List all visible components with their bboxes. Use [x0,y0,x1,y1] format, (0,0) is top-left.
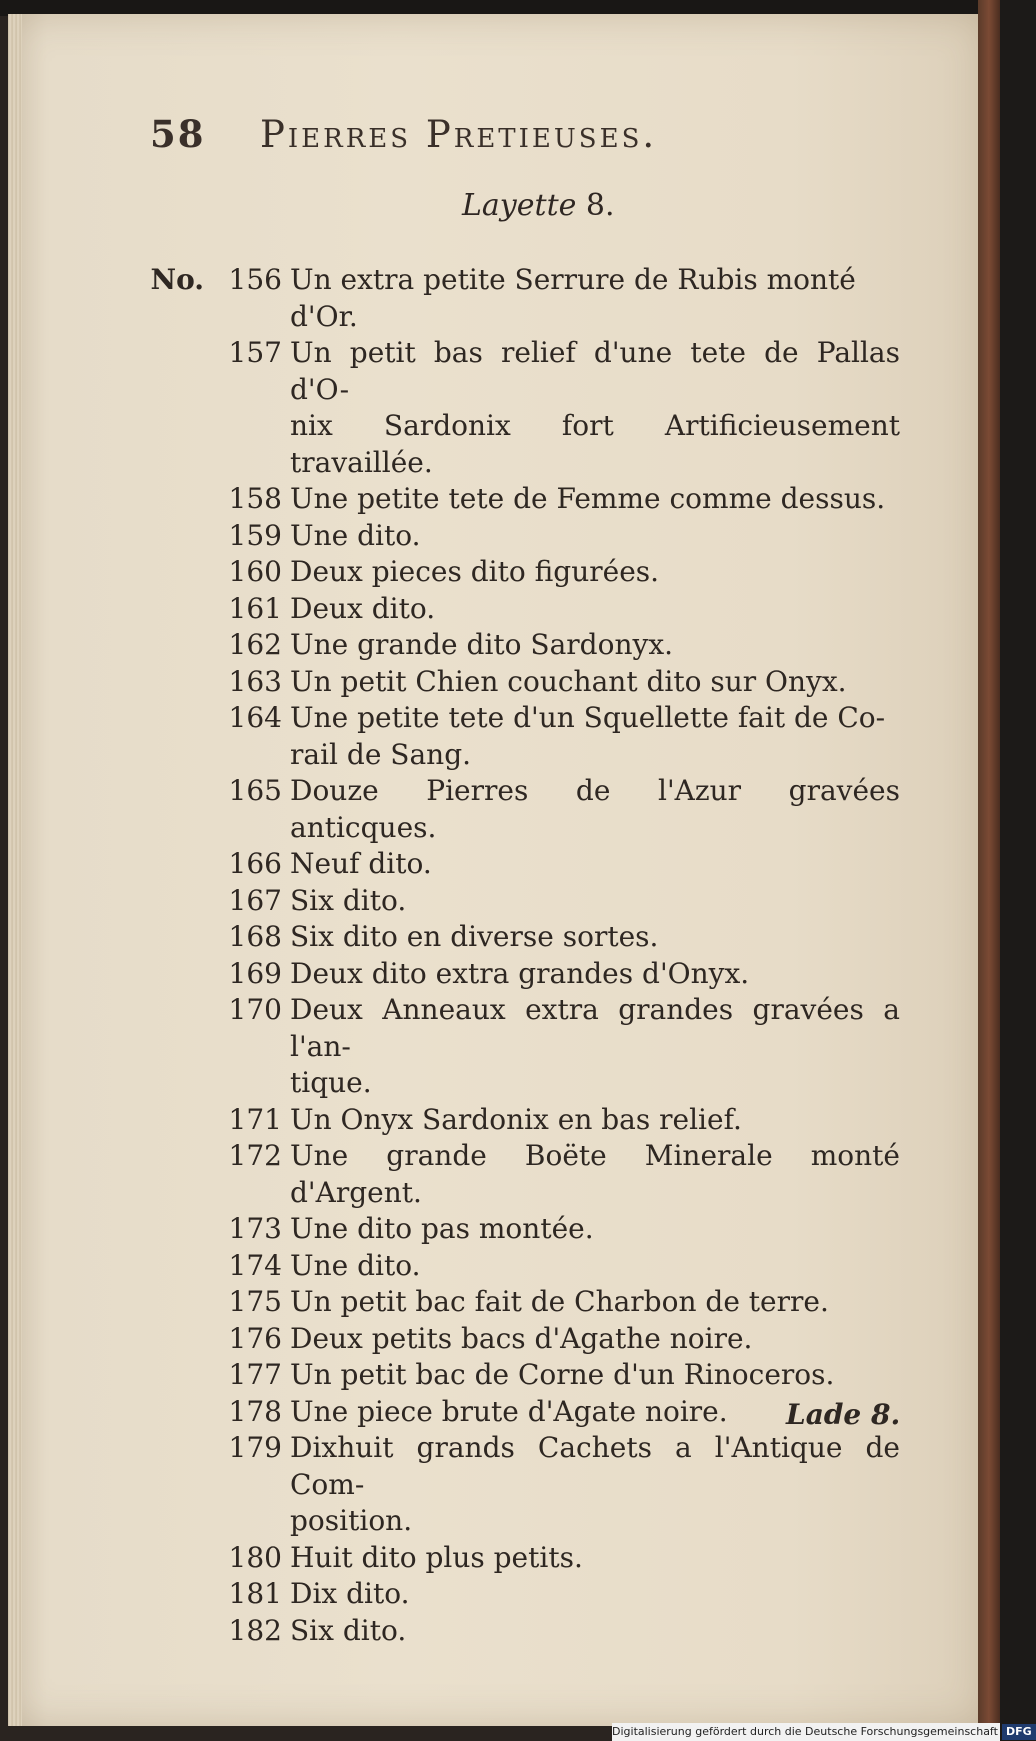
catalogue-entry [140,1540,900,1577]
entry-description [290,554,900,591]
catalogue-entry [140,1576,900,1613]
entry-number: 182 [228,1613,282,1647]
catalogue-entry [140,1102,900,1139]
entry-description [290,919,900,956]
catalogue-entry [140,627,900,664]
catalogue-entries [140,262,900,1649]
catalogue-entry [140,1430,900,1540]
entry-description [290,1613,900,1650]
catalogue-entry [140,262,900,335]
entry-number: 160 [228,555,282,588]
catchword: Lade 8. [786,1398,901,1431]
entry-line: Une grande dito Sardonyx. [290,628,674,661]
catalogue-entry [140,1211,900,1248]
catalogue-entry [140,1613,900,1650]
entry-line: Huit dito plus petits. [290,1540,583,1574]
entry-description [290,1138,900,1211]
entry-description [290,664,900,701]
catalogue-entry [140,883,900,920]
catalogue-entry [140,335,900,481]
entry-number: 165 [228,774,282,807]
catalogue-entry [140,956,900,993]
entry-line: Une petite tete de Femme comme dessus. [290,482,886,515]
entry-line: Neuf dito. [290,847,432,880]
entry-number: 178 [228,1394,282,1428]
entry-number: 173 [228,1212,282,1245]
entry-line: nix Sardonix fort Artificieusement travaillée. [290,409,900,479]
section-heading [462,188,615,223]
entry-number: 171 [228,1102,282,1136]
entry-description [290,1248,900,1285]
running-head [150,112,830,162]
entry-description [290,1430,900,1540]
section-heading-word: Layette [462,188,577,223]
catalogue-entry [140,846,900,883]
catalogue-entry [140,481,900,518]
entry-line: Six dito. [290,883,407,917]
entry-line: Douze Pierres de l'Azur gravées anticques. [290,774,900,844]
entry-number: 169 [228,956,282,990]
entry-description [290,627,900,664]
entry-prefix: No. [150,263,204,296]
entry-description [290,773,900,846]
entry-description [290,956,900,993]
entry-description [290,846,900,883]
entry-line: Une dito. [290,1248,421,1282]
entry-description [290,262,900,335]
entry-number: 166 [228,847,282,880]
entry-line: rail de Sang. [290,737,472,771]
entry-line: Une grande Boëte Minerale monté d'Argent. [290,1139,900,1209]
digitization-footer [612,1723,1032,1741]
entry-line: Deux Anneaux extra grandes gravées a l'an- [290,993,900,1063]
entry-line: Deux petits bacs d'Agathe noire. [290,1321,753,1355]
entry-line: Un petit bac de Corne d'un Rinoceros. [290,1358,835,1391]
entry-line: tique. [290,1066,372,1099]
entry-line: Six dito en diverse sortes. [290,920,659,953]
dfg-logo: DFG [1002,1724,1036,1740]
entry-description [290,1284,900,1321]
catalogue-entry [140,1321,900,1358]
entry-number: 179 [228,1431,282,1464]
entry-number: 170 [228,993,282,1026]
entry-number: 159 [228,518,282,552]
entry-line: d'Or. [290,299,358,333]
entry-line: Dix dito. [290,1577,410,1610]
entry-description [290,1540,900,1577]
entry-line: Deux dito. [290,591,436,625]
entry-number: 168 [228,920,282,953]
entry-number: 161 [228,591,282,625]
entry-line: Une dito pas montée. [290,1212,594,1245]
catalogue-entry [140,664,900,701]
entry-line: Un Onyx Sardonix en bas relief. [290,1102,742,1136]
entry-line: Une dito. [290,518,421,552]
book-cover-edge [978,0,1000,1741]
entry-line: Un petit bas relief d'une tete de Pallas d'O- [290,336,900,406]
section-heading-number: 8. [585,188,615,223]
catalogue-entry [140,1284,900,1321]
entry-line: Six dito. [290,1613,407,1647]
entry-line: Dixhuit grands Cachets a l'Antique de Com- [290,1431,900,1501]
entry-number: 156 [228,263,282,296]
entry-line: Deux pieces dito figurées. [290,555,660,588]
entry-number: 176 [228,1321,282,1355]
entry-line: Un extra petite Serrure de Rubis monté [290,263,856,296]
entry-description [290,883,900,920]
entry-description [290,335,900,481]
entry-line: Un petit Chien couchant dito sur Onyx. [290,664,847,698]
catalogue-entry [140,554,900,591]
page-number: 58 [150,112,206,156]
entry-number: 164 [228,701,282,734]
catalogue-entry [140,1248,900,1285]
entry-number: 180 [228,1540,282,1574]
entry-line: Un petit bac fait de Charbon de terre. [290,1285,829,1318]
entry-description [290,1357,900,1394]
catalogue-entry [140,919,900,956]
entry-number: 163 [228,664,282,698]
catalogue-entry [140,1357,900,1394]
running-title: Pierres Pretieuses. [260,113,658,156]
entry-number: 177 [228,1358,282,1391]
entry-number: 172 [228,1139,282,1172]
footer-text: Digitalisierung gefördert durch die Deutsche Forschungsgemeinschaft [612,1725,998,1738]
entry-number: 174 [228,1248,282,1282]
catalogue-entry [140,992,900,1102]
entry-description [290,481,900,518]
entry-description [290,992,900,1102]
entry-number: 158 [228,482,282,515]
page-edges [8,14,22,1726]
entry-description [290,1102,900,1139]
entry-line: Une piece brute d'Agate noire. [290,1394,728,1428]
catalogue-entry [140,518,900,555]
entry-number: 162 [228,628,282,661]
entry-description [290,1576,900,1613]
catalogue-entry [140,773,900,846]
entry-description [290,1321,900,1358]
entry-number: 175 [228,1285,282,1318]
entry-description [290,700,900,773]
catalogue-entry [140,591,900,628]
entry-description [290,518,900,555]
entry-line: position. [290,1504,413,1537]
entry-description [290,591,900,628]
catalogue-entry [140,1138,900,1211]
catalogue-entry [140,700,900,773]
entry-number: 181 [228,1577,282,1610]
entry-number: 167 [228,883,282,917]
entry-line: Deux dito extra grandes d'Onyx. [290,956,750,990]
entry-number: 157 [228,336,282,369]
entry-description [290,1211,900,1248]
entry-line: Une petite tete d'un Squellette fait de Co- [290,701,886,734]
